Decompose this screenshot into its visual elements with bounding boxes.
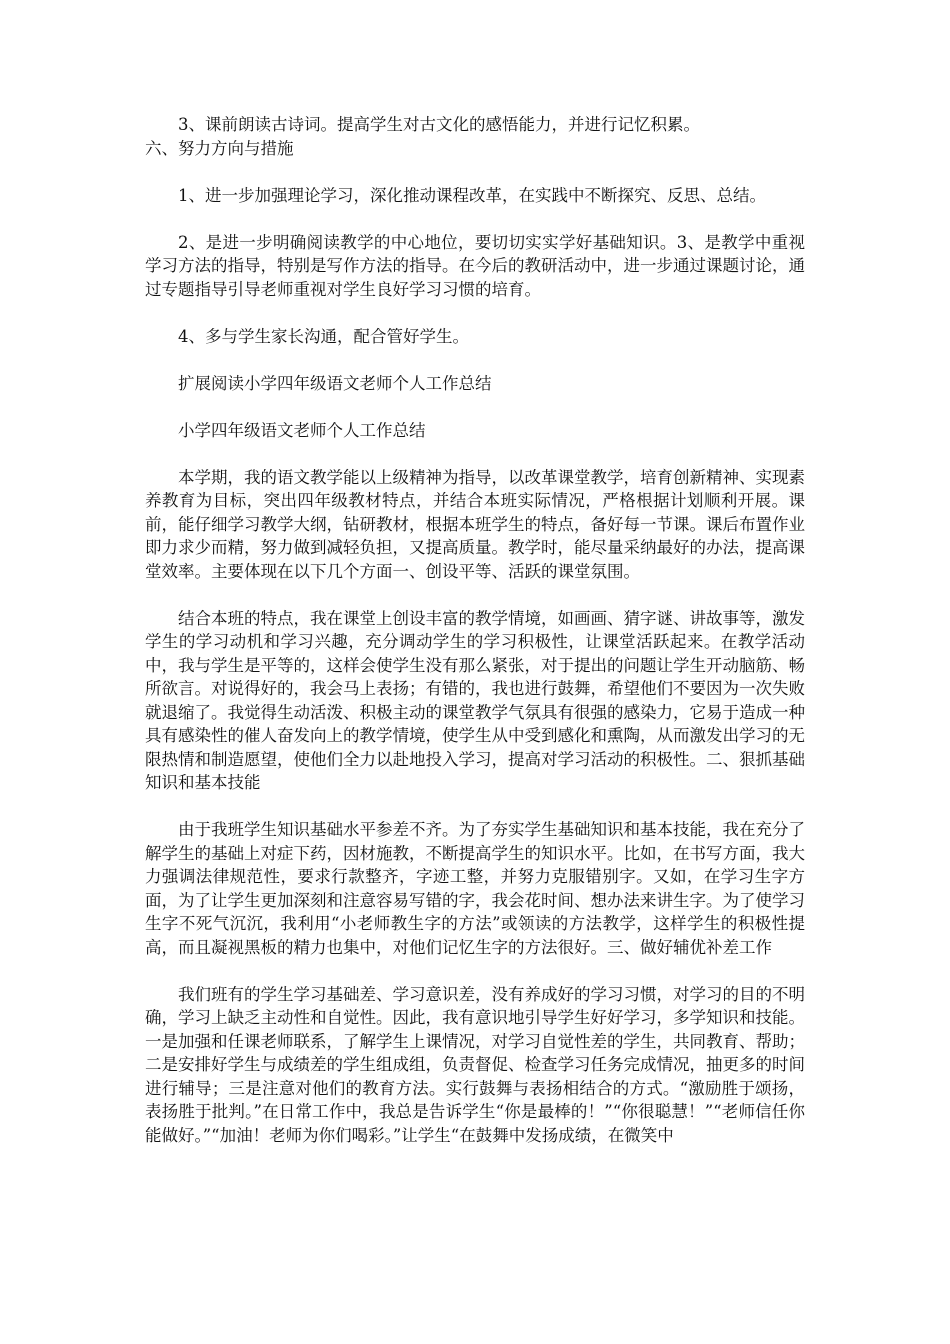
summary-title: 小学四年级语文老师个人工作总结 bbox=[178, 420, 426, 440]
paragraph-tutoring-work: 我们班有的学生学习基础差、学习意识差，没有养成好的学习习惯，对学习的目的不明确，学习上缺乏主动性和自觉性。因此，我有意识地引导学生好好学习，多学知识和技能。一是加强和任课老师联系，了解学生上课情况，对学习自觉性差的学生，共同教育、帮助；二是安排好学生与成绩差的学生组成组，负责督促、检查学习任务完成情况，抽更多的时间进行辅导；三是注意对他们的教育方法。实行鼓舞与表扬相结合的方式。“激励胜于颂扬，表扬胜于批判。”在日常工作中，我总是告诉学生“你是最棒的！”“你很聪慧！”“老师信任你能做好。”“加油！老师为你们喝彩。”让学生“在鼓舞中发扬成绩，在微笑中 bbox=[145, 984, 805, 1145]
section-heading-directions: 六、努力方向与措施 bbox=[145, 138, 294, 158]
paragraph-parent-communication: 4、多与学生家长沟通，配合管好学生。 bbox=[178, 326, 469, 346]
paragraph-theory-study: 1、进一步加强理论学习，深化推动课程改革，在实践中不断探究、反思、总结。 bbox=[178, 185, 766, 205]
extended-reading-title: 扩展阅读小学四年级语文老师个人工作总结 bbox=[178, 373, 492, 393]
paragraph-semester-overview: 本学期，我的语文教学能以上级精神为指导，以改革课堂教学，培育创新精神、实现素养教育为目标，突出四年级教材特点，并结合本班实际情况，严格根据计划顺利开展。课前，能仔细学习教学大纲，钻研教材，根据本班学生的特点，备好每一节课。课后布置作业即力求少而精，努力做到减轻负担，又提高质量。教学时，能尽量采纳最好的办法，提高课堂效率。主要体现在以下几个方面一、创设平等、活跃的课堂氛围。 bbox=[145, 467, 805, 581]
paragraph-basic-knowledge: 由于我班学生知识基础水平参差不齐。为了夯实学生基础知识和基本技能，我在充分了解学生的基础上对症下药，因材施教，不断提高学生的知识水平。比如，在书写方面，我大力强调法律规范性，要求行款整齐，字迹工整，并努力克服错别字。又如，在学习生字方面，为了让学生更加深刻和注意容易写错的字，我会花时间、想办法来讲生字。为了使学习生字不死气沉沉，我利用“小老师教生字的方法”或领读的方法教学，这样学生的积极性提高，而且凝视黑板的精力也集中，对他们记忆生字的方法很好。三、做好辅优补差工作 bbox=[145, 820, 805, 957]
paragraph-reading-teaching: 2、是进一步明确阅读教学的中心地位，要切切实实学好基础知识。3、是教学中重视学习方法的指导，特别是写作方法的指导。在今后的教研活动中，进一步通过课题讨论，通过专题指导引导老师重视对学生良好学习习惯的培育。 bbox=[145, 232, 805, 299]
document-page bbox=[145, 113, 805, 1147]
paragraph-classroom-atmosphere: 结合本班的特点，我在课堂上创设丰富的教学情境，如画画、猜字谜、讲故事等，激发学生的学习动机和学习兴趣，充分调动学生的学习积极性，让课堂活跃起来。在教学活动中，我与学生是平等的，这样会使学生没有那么紧张，对于提出的问题让学生开动脑筋、畅所欲言。对说得好的，我会马上表扬；有错的，我也进行鼓舞，希望他们不要因为一次失败就退缩了。我觉得生动活泼、积极主动的课堂教学气氛具有很强的感染力，它易于造成一种具有感染性的催人奋发向上的教学情境，使学生从中受到感化和熏陶，从而激发出学习的无限热情和制造愿望，使他们全力以赴地投入学习，提高对学习活动的积极性。二、狠抓基础知识和基本技能 bbox=[145, 608, 805, 792]
paragraph-reading-poems: 3、课前朗读古诗词。提高学生对古文化的感悟能力，并进行记忆积累。 bbox=[178, 115, 700, 134]
